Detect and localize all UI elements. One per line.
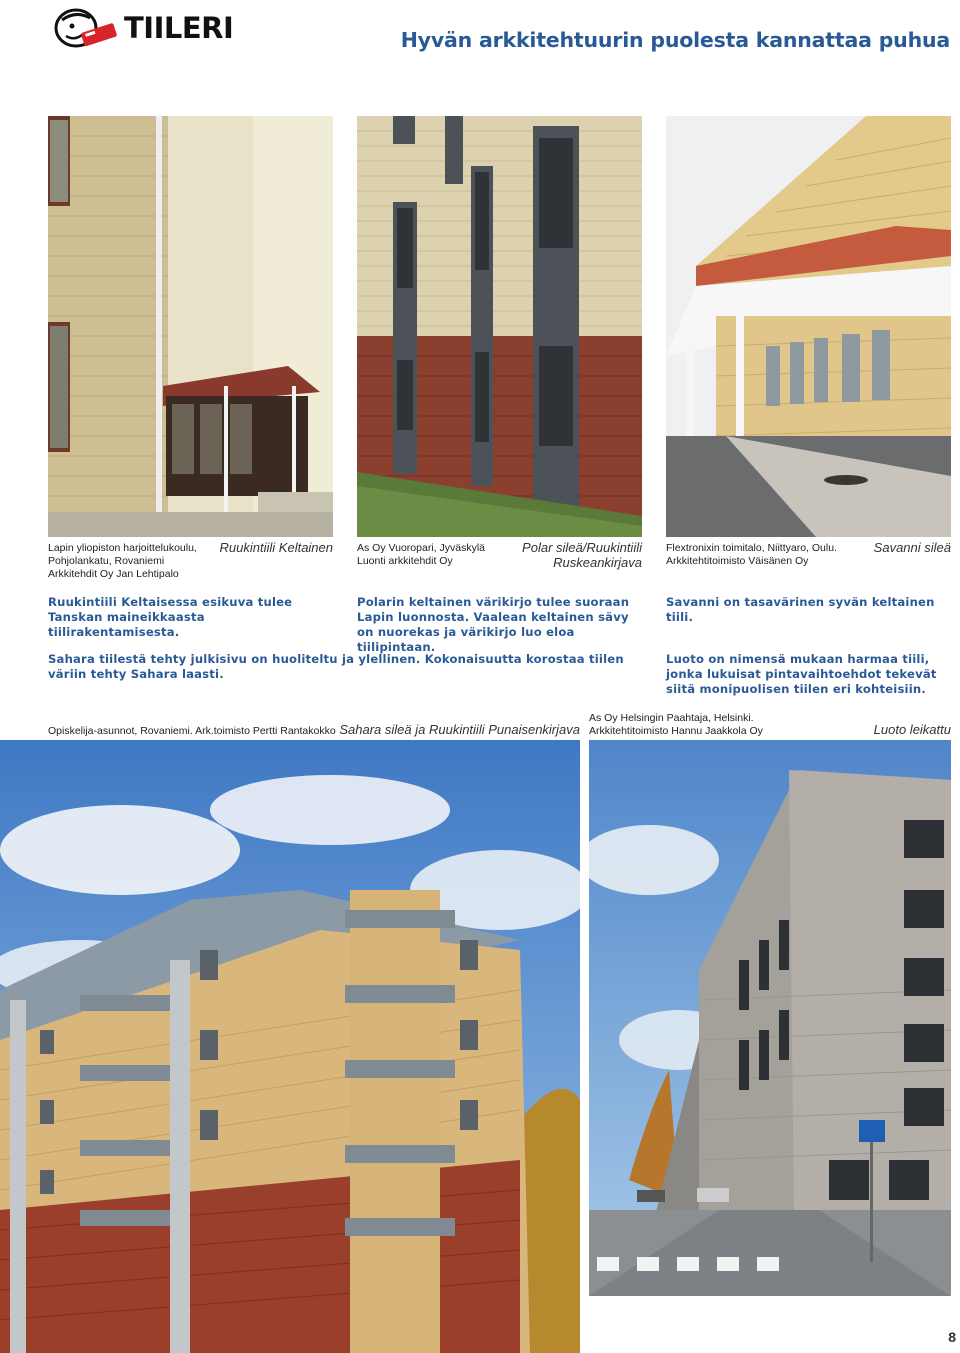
photo-vuoropari <box>357 116 642 537</box>
caption-helsingin-paahtaja <box>589 712 809 738</box>
page-title: Hyvän arkkitehtuurin puolesta kannattaa puhua <box>400 28 950 52</box>
logo-mascot-icon <box>48 8 120 48</box>
caption-flextronix <box>666 542 866 568</box>
text-ruukintiili: Ruukintiili Keltaisessa esikuva tulee Tanskan maineikkaasta tiilirakentamisesta. <box>48 595 293 639</box>
text-sahara: Sahara tiilestä tehty julkisivu on huoliteltu ja ylellinen. Kokonaisuutta korostaa tiilen väriin tehty Sahara laasti. <box>48 652 624 681</box>
brick-name-luoto: Luoto leikattu <box>873 722 951 737</box>
text-luoto: Luoto on nimensä mukaan harmaa tiili, jonka lukuisat pintavaihtoehdot tekevät siitä monipuolisen tiilen eri kohteisiin. <box>666 652 937 696</box>
brick-name-ruukintiili-keltainen: Ruukintiili Keltainen <box>219 540 333 555</box>
brick-name-savanni: Savanni sileä <box>873 540 951 555</box>
tiileri-logo <box>48 6 263 50</box>
brick-line: Polar sileä/Ruukintiili <box>522 540 642 555</box>
logo-text: TIILERI <box>124 11 234 45</box>
caption-line: Lapin yliopiston harjoittelukoulu, <box>48 542 197 554</box>
brick-name-sahara: Sahara sileä ja Ruukintiili Punaisenkirjava <box>339 722 580 737</box>
caption-line: Arkkitehdit Oy Jan Lehtipalo <box>48 568 179 580</box>
caption-line: As Oy Vuoropari, Jyväskylä <box>357 542 485 554</box>
caption-line: Luonti arkkitehdit Oy <box>357 555 453 567</box>
photo-lapin-yliopisto <box>48 116 333 537</box>
photo-flextronix <box>666 116 951 537</box>
brick-line: Ruskeankirjava <box>553 555 642 570</box>
caption-line: Arkkitehtitoimisto Väisänen Oy <box>666 555 809 567</box>
caption-line: Pohjolankatu, Rovaniemi <box>48 555 165 567</box>
caption-line: Flextronixin toimitalo, Niittyaro, Oulu. <box>666 542 837 554</box>
text-polar: Polarin keltainen värikirjo tulee suoraan Lapin luonnosta. Vaalean keltainen sävy on nuorekas ja värikirjo luo eloa tiilipintaan. <box>357 595 630 654</box>
brick-name-polar <box>490 540 642 570</box>
caption-line: As Oy Helsingin Paahtaja, Helsinki. <box>589 712 754 724</box>
caption-line: Arkkitehtitoimisto Hannu Jaakkola Oy <box>589 725 763 737</box>
photo-opiskelija-asunnot <box>0 740 580 1353</box>
photo-helsingin-paahtaja <box>589 740 951 1296</box>
text-savanni: Savanni on tasavärinen syvän keltainen tiili. <box>666 595 935 624</box>
page-number: 8 <box>948 1329 956 1345</box>
caption-lapin-yliopisto <box>48 542 218 581</box>
caption-opiskelija-asunnot: Opiskelija-asunnot, Rovaniemi. Ark.toimisto Pertti Rantakokko <box>48 725 336 737</box>
